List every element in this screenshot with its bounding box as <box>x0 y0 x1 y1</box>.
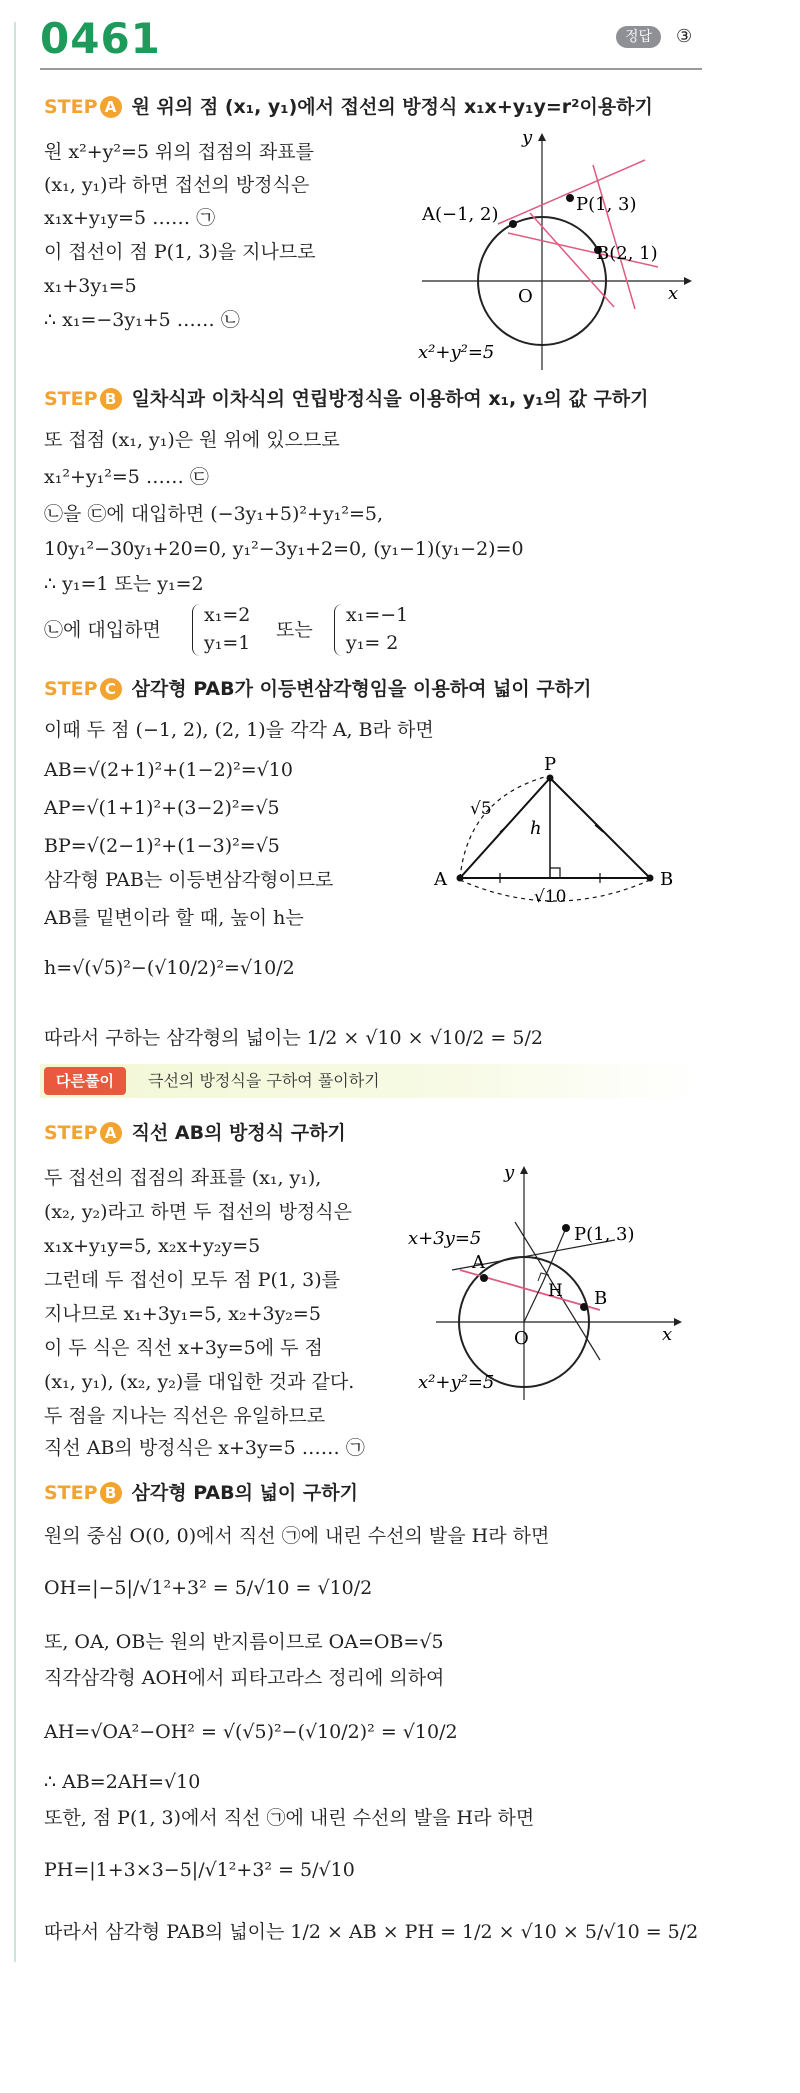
step-title: 원 위의 점 (x₁, y₁)에서 접선의 방정식 x₁x+y₁y=r²이용하기 <box>131 96 653 118</box>
solution-line: ∴ x₁=−3y₁+5 …… ㉡ <box>44 309 240 331</box>
solution-line: 직각삼각형 AOH에서 피타고라스 정리에 의하여 <box>44 1667 445 1689</box>
point-p-label: P <box>544 754 557 775</box>
solution-line: 원 x²+y²=5 위의 접점의 좌표를 <box>44 141 314 163</box>
solution-line: x₁x+y₁y=5 …… ㉠ <box>44 207 216 229</box>
length-ap-label: √5 <box>470 799 492 819</box>
tangent-line-c <box>593 165 635 309</box>
side-pb <box>550 778 650 878</box>
answer-badge: 정답 <box>616 26 661 48</box>
brace-right <box>334 604 343 656</box>
step-title: 직선 AB의 방정식 구하기 <box>131 1122 346 1144</box>
alternative-solution-text: 극선의 방정식을 구하여 풀이하기 <box>148 1071 380 1090</box>
point-a-dot <box>457 875 464 882</box>
step-tag: STEP <box>44 1122 98 1144</box>
point-h-label: H <box>548 1281 563 1301</box>
solution-line: 그런데 두 접선이 모두 점 P(1, 3)를 <box>44 1269 340 1291</box>
figure-isosceles-triangle <box>420 752 690 912</box>
solution-line: 또한, 점 P(1, 3)에서 직선 ㉠에 내린 수선의 발을 H라 하면 <box>44 1807 535 1829</box>
right-angle-mark <box>550 868 560 878</box>
step-letter-badge: A <box>100 1122 122 1144</box>
circle-equation-label: x²+y²=5 <box>418 1372 495 1393</box>
solution-line: 지나므로 x₁+3y₁=5, x₂+3y₂=5 <box>44 1303 321 1325</box>
line-equation-label: x+3y=5 <box>408 1228 482 1249</box>
y-axis-label: y <box>522 127 533 148</box>
step-c-heading <box>44 676 591 702</box>
solution-line: ㉡을 ㉢에 대입하면 (−3y₁+5)²+y₁²=5, <box>44 503 383 525</box>
x-axis-label: x <box>668 283 679 304</box>
left-margin-line <box>14 22 16 1962</box>
point-b-label: B <box>594 1288 608 1309</box>
step-tag: STEP <box>44 96 98 118</box>
solution-line: 두 접선의 접점의 좌표를 (x₁, y₁), <box>44 1167 322 1189</box>
y-axis-label: y <box>504 1162 515 1183</box>
solution-line: x₁²+y₁²=5 …… ㉢ <box>44 466 209 488</box>
solution-line: AB를 밑변이라 할 때, 높이 h는 <box>44 907 304 929</box>
point-a-label: A(−1, 2) <box>422 204 499 225</box>
step-letter-badge: B <box>100 1482 122 1504</box>
solution-line: 원의 중심 O(0, 0)에서 직선 ㉠에 내린 수선의 발을 H라 하면 <box>44 1525 550 1547</box>
length-ab-label: √10 <box>534 887 567 907</box>
ah-formula: AH=√OA²−OH² = √(√5)²−(√10/2)² = √10/2 <box>44 1721 458 1743</box>
solution-line: (x₂, y₂)라고 하면 두 접선의 방정식은 <box>44 1201 352 1223</box>
step-tag: STEP <box>44 388 98 410</box>
x-axis-arrow <box>674 1318 682 1326</box>
step-title: 삼각형 PAB의 넓이 구하기 <box>131 1482 358 1504</box>
alternative-solution-badge: 다른풀이 <box>44 1067 126 1095</box>
oh-formula: OH=|−5|/√1²+3² = 5/√10 = √10/2 <box>44 1577 373 1599</box>
point-b-label: B <box>660 869 674 890</box>
step-title: 삼각형 PAB가 이등변삼각형임을 이용하여 넓이 구하기 <box>131 678 592 700</box>
point-p-dot <box>566 194 574 202</box>
circle-equation-label: x²+y²=5 <box>418 342 495 363</box>
problem-number: 0461 <box>40 14 161 63</box>
solution-line: 10y₁²−30y₁+20=0, y₁²−3y₁+2=0, (y₁−1)(y₁−2)=0 <box>44 538 524 560</box>
step-b-heading <box>44 1480 358 1506</box>
height-label: h <box>530 818 542 839</box>
case1-bottom: y₁=1 <box>204 632 251 654</box>
solution-line: 직선 AB의 방정식은 x+3y=5 …… ㉠ <box>44 1437 365 1459</box>
tick-mark <box>500 825 508 832</box>
solution-line: 이때 두 점 (−1, 2), (2, 1)을 각각 A, B라 하면 <box>44 719 434 741</box>
x-axis-label: x <box>662 1324 673 1345</box>
y-axis-arrow <box>538 133 546 141</box>
solution-line: BP=√(2−1)²+(1−3)²=√5 <box>44 835 280 857</box>
solution-line: 이 두 식은 직선 x+3y=5에 두 점 <box>44 1337 323 1359</box>
figure-polar-line <box>400 1160 700 1410</box>
solution-line: 또, OA, OB는 원의 반지름이므로 OA=OB=√5 <box>44 1631 444 1653</box>
case2-bottom: y₁= 2 <box>346 632 399 654</box>
point-p-dot <box>547 775 554 782</box>
point-a-label: A <box>434 869 447 890</box>
solution-line: 또 접점 (x₁, y₁)은 원 위에 있으므로 <box>44 429 340 451</box>
step-b-heading <box>44 386 649 412</box>
point-p-label: P(1, 3) <box>574 1224 635 1245</box>
solution-line: (x₁, y₁)라 하면 접선의 방정식은 <box>44 174 310 196</box>
segment-oh <box>524 1282 543 1322</box>
brace-left <box>192 604 201 656</box>
solution-line: x₁+3y₁=5 <box>44 275 137 297</box>
solution-line: AP=√(1+1)²+(3−2)²=√5 <box>44 797 280 819</box>
ph-formula: PH=|1+3×3−5|/√1²+3² = 5/√10 <box>44 1859 355 1881</box>
step-tag: STEP <box>44 1482 98 1504</box>
step-title: 일차식과 이차식의 연립방정식을 이용하여 x₁, y₁의 값 구하기 <box>131 388 649 410</box>
point-b-dot <box>580 1303 588 1311</box>
solution-line: ∴ AB=2AH=√10 <box>44 1771 201 1793</box>
case2-top: x₁=−1 <box>346 604 409 626</box>
x-axis-arrow <box>684 277 692 285</box>
point-b-label: B(2, 1) <box>596 243 658 264</box>
figure-tangent-lines <box>400 125 700 380</box>
solution-line: x₁x+y₁y=5, x₂x+y₂y=5 <box>44 1235 261 1257</box>
point-a-label: A <box>472 1252 485 1273</box>
y-axis-arrow <box>520 1166 528 1174</box>
origin-label: O <box>518 286 533 307</box>
case1-top: x₁=2 <box>204 604 251 626</box>
solution-line: 이 접선이 점 P(1, 3)을 지나므로 <box>44 241 316 263</box>
step-tag: STEP <box>44 678 98 700</box>
solution-line: AB=√(2+1)²+(1−2)²=√10 <box>44 759 293 781</box>
point-b-dot <box>647 875 654 882</box>
point-p-label: P(1, 3) <box>576 194 637 215</box>
substitution-lead: ㉡에 대입하면 <box>44 619 161 641</box>
step-letter-badge: B <box>100 388 122 410</box>
point-a-dot <box>509 220 517 228</box>
point-a-dot <box>480 1274 488 1282</box>
origin-label: O <box>514 1328 529 1349</box>
alternative-solution-row <box>40 1064 702 1098</box>
or-word: 또는 <box>276 619 313 641</box>
solution-line: 두 점을 지나는 직선은 유일하므로 <box>44 1405 326 1427</box>
point-p-dot <box>562 1224 570 1232</box>
solution-line: 삼각형 PAB는 이등변삼각형이므로 <box>44 869 334 891</box>
solution-line: ∴ y₁=1 또는 y₁=2 <box>44 573 204 595</box>
step-a-heading <box>44 94 653 120</box>
step-a-heading <box>44 1120 346 1146</box>
area-result: 따라서 구하는 삼각형의 넓이는 1/2 × √10 × √10/2 = 5/2 <box>44 1027 543 1049</box>
header-divider <box>40 68 702 70</box>
step-letter-badge: C <box>100 678 122 700</box>
solution-line: (x₁, y₁), (x₂, y₂)를 대입한 것과 같다. <box>44 1371 355 1393</box>
final-area-result: 따라서 삼각형 PAB의 넓이는 1/2 × AB × PH = 1/2 × √10 × 5/√10 = 5/2 <box>44 1921 699 1943</box>
answer-value: ③ <box>676 26 693 47</box>
height-formula: h=√(√5)²−(√10/2)²=√10/2 <box>44 957 295 979</box>
step-letter-badge: A <box>100 96 122 118</box>
